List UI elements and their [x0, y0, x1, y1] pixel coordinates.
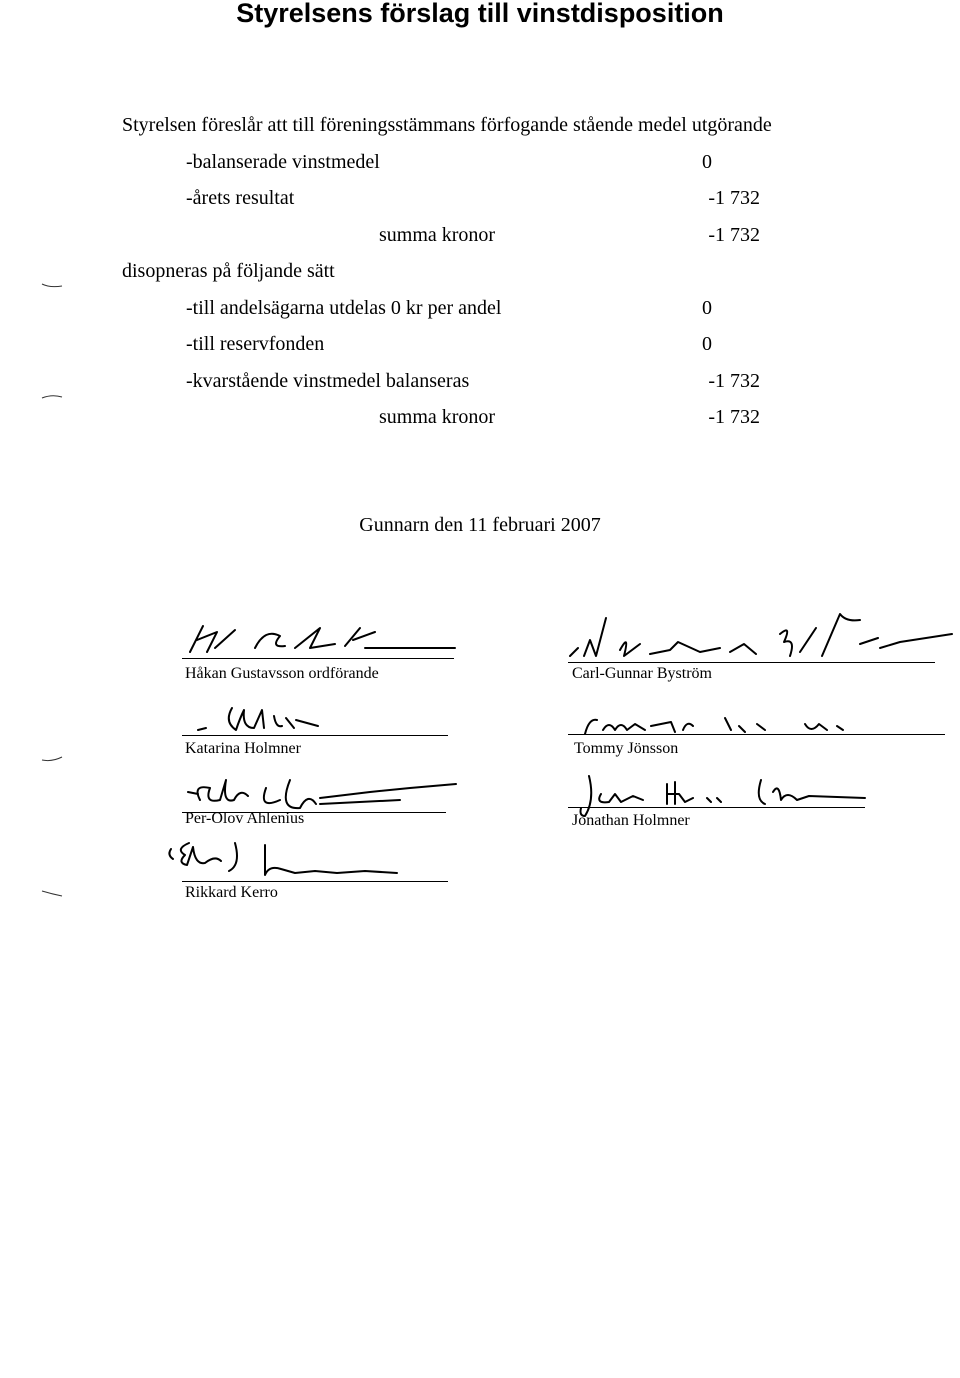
- signature-scribble: [165, 835, 405, 885]
- line-value: -1 732: [708, 224, 760, 246]
- signature-line: [568, 807, 865, 808]
- signature-line: [182, 881, 448, 882]
- scan-mark: [40, 280, 64, 290]
- signature-scribble: [560, 608, 955, 664]
- line-value: -1 732: [708, 406, 760, 428]
- signature-line: [568, 734, 945, 735]
- signature-line: [182, 735, 448, 736]
- line-value: -1 732: [708, 187, 760, 209]
- scan-mark: [40, 392, 64, 402]
- signatory-name: Carl-Gunnar Byström: [572, 665, 712, 682]
- scan-mark: [40, 754, 64, 764]
- signature-scribble: [190, 698, 320, 738]
- signature-scribble: [185, 618, 465, 658]
- line-value: 0: [702, 297, 712, 319]
- signature-line: [182, 658, 454, 659]
- line-label: disopneras på följande sätt: [122, 260, 335, 282]
- line-label: summa kronor: [379, 406, 496, 428]
- signatory-name: Per-Olov Ahlenius: [185, 810, 305, 827]
- line-label: -årets resultat: [186, 187, 295, 209]
- line-label: -balanserade vinstmedel: [186, 151, 380, 173]
- line-value: 0: [702, 333, 712, 355]
- signature-line: [568, 662, 935, 663]
- signatory-name: Håkan Gustavsson ordförande: [185, 665, 379, 682]
- signatory-name: Katarina Holmner: [185, 740, 301, 757]
- signatory-name: Rikkard Kerro: [185, 884, 278, 901]
- line-label: -till reservfonden: [186, 333, 325, 355]
- signatory-name: Tommy Jönsson: [574, 740, 679, 757]
- signatory-name: Jonathan Holmner: [572, 812, 690, 829]
- intro-text: Styrelsen föreslår att till föreningsstämmans förfogande stående medel utgörande: [122, 114, 772, 136]
- line-label: summa kronor: [379, 224, 496, 246]
- line-value: 0: [702, 151, 712, 173]
- place-date: Gunnarn den 11 februari 2007: [359, 514, 601, 536]
- line-label: -till andelsägarna utdelas 0 kr per andel: [186, 297, 502, 319]
- page-title: Styrelsens förslag till vinstdisposition: [236, 0, 724, 28]
- line-label: -kvarstående vinstmedel balanseras: [186, 370, 470, 392]
- scan-mark: [40, 888, 64, 898]
- line-value: -1 732: [708, 370, 760, 392]
